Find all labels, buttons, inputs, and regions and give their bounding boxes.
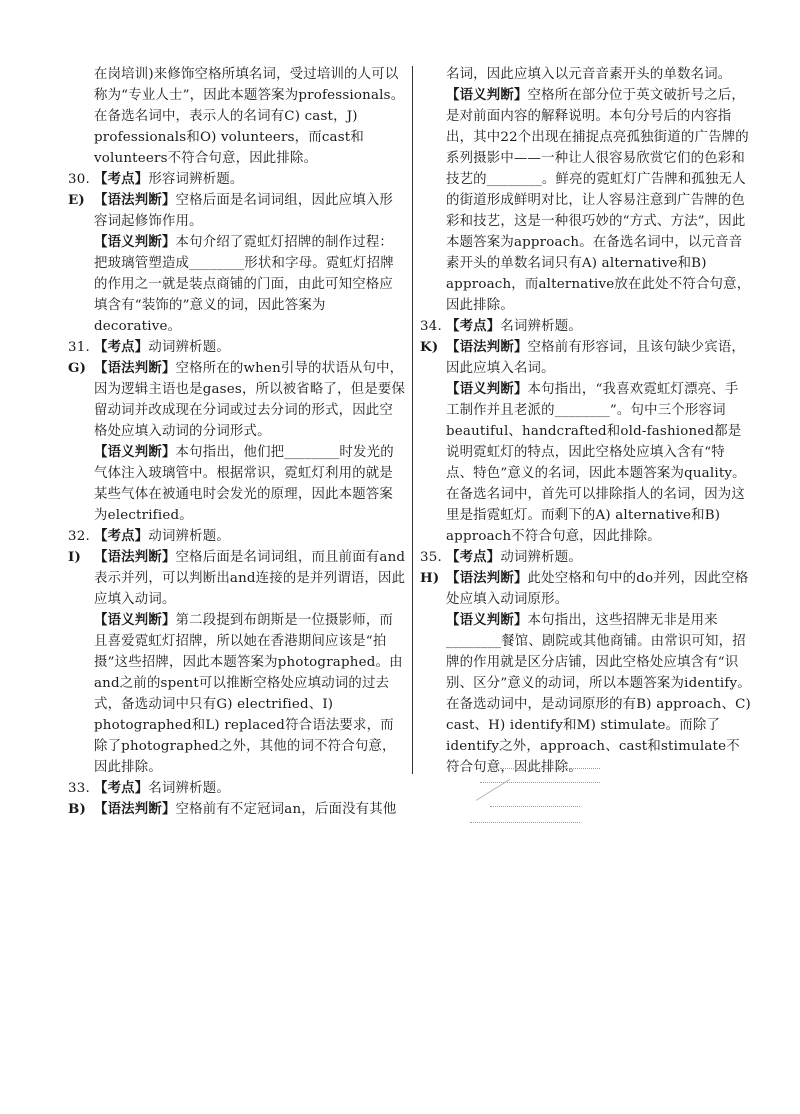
block-text: 空格前有不定冠词an，后面没有其他	[175, 802, 397, 817]
block-text: 名词辨析题。	[500, 319, 582, 334]
dotted-mark	[480, 782, 600, 783]
block-tag: 【考点】	[94, 171, 149, 187]
question-number: 34.	[420, 319, 442, 334]
block-text: 第二段提到布朗斯是一位摄影师，而且喜爱霓虹灯招牌，所以她在香港期间应该是“拍摄”这些招牌，因此本题答案为photographed。由and之前的spent可以推断空格处应填动词的过去式，备选动词中只有G) electrified、I) photographed和L) replaced符合语法要求，而除了photographed之外，其他的词不符合句意，因此排除。	[94, 613, 403, 775]
question-34-grammar	[420, 337, 752, 379]
block-tag: 【语义判断】	[94, 234, 176, 250]
block-text: 动词辨析题。	[500, 550, 582, 565]
block-tag: 【语义判断】	[446, 87, 528, 103]
right-column	[420, 64, 752, 778]
question-33-topic	[68, 778, 406, 799]
block-text: 此处空格和句中的do并列，因此空格处应填入动词原形。	[446, 571, 749, 607]
question-32-topic	[68, 526, 406, 547]
question-35-semantic	[420, 610, 752, 778]
dotted-mark	[470, 822, 580, 823]
block-text: 空格后面是名词词组，因此应填入形容词起修饰作用。	[94, 193, 393, 229]
left-column	[68, 64, 406, 820]
question-34-semantic	[420, 379, 752, 547]
question-number: 35.	[420, 550, 442, 565]
block-tag: 【语法判断】	[446, 339, 528, 355]
question-35-topic	[420, 547, 752, 568]
block-text: 本句指出，这些招牌无非是用来________餐馆、剧院或其他商铺。由常识可知，招牌的作用就是区分店铺，因此空格处应填含有“识别、区分”意义的动词，所以本题答案为identify。在备选动词中，是动词原形的有B) approach、C) cast、H) identify和M) stimulate。而除了identify之外，approach、cast和stimulate不符合句意，因此排除。	[446, 613, 751, 775]
question-31-semantic	[68, 442, 406, 526]
question-30-topic	[68, 169, 406, 190]
question-number: 30.	[68, 172, 90, 187]
block-text: 本句指出，他们把________时发光的气体注入玻璃管中。根据常识，霓虹灯利用的就是某些气体在被通电时会发光的原理，因此本题答案为electrified。	[94, 445, 394, 523]
question-number: 31.	[68, 340, 90, 355]
block-text: 在岗培训)来修饰空格所填名词，受过培训的人可以称为“专业人士”，因此本题答案为professionals。在备选名词中，表示人的名词有C) cast，J) professionals和O) volunteers，而cast和volunteers不符合句意，因此排除。	[94, 67, 405, 166]
block-tag: 【语法判断】	[94, 192, 176, 208]
block-tag: 【考点】	[94, 780, 149, 796]
block-tag: 【语义判断】	[94, 444, 176, 460]
block-tag: 【语义判断】	[446, 381, 528, 397]
question-30-semantic	[68, 232, 406, 337]
block-text: 名词，因此应填入以元音音素开头的单数名词。	[446, 67, 732, 82]
block-tag: 【语义判断】	[446, 612, 528, 628]
block-tag: 【考点】	[446, 318, 501, 334]
question-30-grammar	[68, 190, 406, 232]
block-tag: 【考点】	[94, 528, 149, 544]
block-tag: 【考点】	[446, 549, 501, 565]
question-31-grammar	[68, 358, 406, 442]
block-text: 形容词辨析题。	[148, 172, 244, 187]
question-33-semantic	[420, 85, 752, 316]
left-block-0	[68, 64, 406, 169]
block-text: 动词辨析题。	[148, 340, 230, 355]
block-tag: 【语法判断】	[94, 360, 176, 376]
block-tag: 【语法判断】	[94, 801, 176, 817]
answer-key: E)	[68, 192, 85, 208]
question-32-grammar	[68, 547, 406, 610]
dotted-mark	[490, 806, 580, 807]
question-32-semantic	[68, 610, 406, 778]
block-tag: 【语义判断】	[94, 612, 176, 628]
block-text: 空格所在部分位于英文破折号之后，是对前面内容的解释说明。本句分号后的内容指出，其中22个出现在捕捉点亮孤独街道的广告牌的系列摄影中——一种让人很容易欣赏它们的色彩和技艺的________。鲜亮的霓虹灯广告牌和孤独无人的街道形成鲜明对比，让人容易注意到广告牌的色彩和技艺，这是一种很巧妙的“方式、方法”，因此本题答案为approach。在备选名词中，以元音音素开头的单数名词只有A) alternative和B) approach，而alternative放在此处不符合句意，因此排除。	[446, 88, 751, 313]
answer-key: B)	[68, 801, 87, 817]
question-35-grammar	[420, 568, 752, 610]
block-tag: 【考点】	[94, 339, 149, 355]
question-31-topic	[68, 337, 406, 358]
column-divider	[412, 66, 413, 774]
block-text: 空格所在的when引导的状语从句中，因为逻辑主语也是gases，所以被省略了，但是要保留动词并改成现在分词或过去分词的形式，因此空格处应填入动词的分词形式。	[94, 361, 406, 439]
answer-key: I)	[68, 549, 81, 565]
block-tag: 【语法判断】	[94, 549, 176, 565]
answer-key: K)	[420, 339, 439, 355]
block-text: 本句指出，“我喜欢霓虹灯漂亮、手工制作并且老派的________”。句中三个形容词beautiful、handcrafted和old-fashioned都是说明霓虹灯的特点，因此空格处应填入含有“特点、特色”意义的名词，因此本题答案为quality。在备选名词中，首先可以排除指人的名词，因为这里是指霓虹灯。而剩下的A) alternative和B) approach不符合句意，因此排除。	[446, 382, 746, 544]
answer-key: G)	[68, 360, 87, 376]
question-33-grammar	[68, 799, 406, 820]
block-text: 本句介绍了霓虹灯招牌的制作过程：把玻璃管塑造成________形状和字母。霓虹灯招牌的作用之一就是装点商铺的门面，由此可知空格应填含有“装饰的”意义的词，因此答案为decorative。	[94, 235, 394, 334]
question-number: 33.	[68, 781, 90, 796]
question-33-continued	[420, 64, 752, 85]
block-tag: 【语法判断】	[446, 570, 528, 586]
question-34-topic	[420, 316, 752, 337]
scan-marks	[470, 760, 650, 840]
answer-key: H)	[420, 570, 440, 586]
question-number: 32.	[68, 529, 90, 544]
block-text: 名词辨析题。	[148, 781, 230, 796]
dotted-mark	[500, 768, 600, 769]
block-text: 空格后面是名词词组，而且前面有and表示并列，可以判断出and连接的是并列谓语，因此应填入动词。	[94, 550, 406, 607]
block-text: 动词辨析题。	[148, 529, 230, 544]
block-text: 空格前有形容词，且该句缺少宾语，因此应填入名词。	[446, 340, 745, 376]
